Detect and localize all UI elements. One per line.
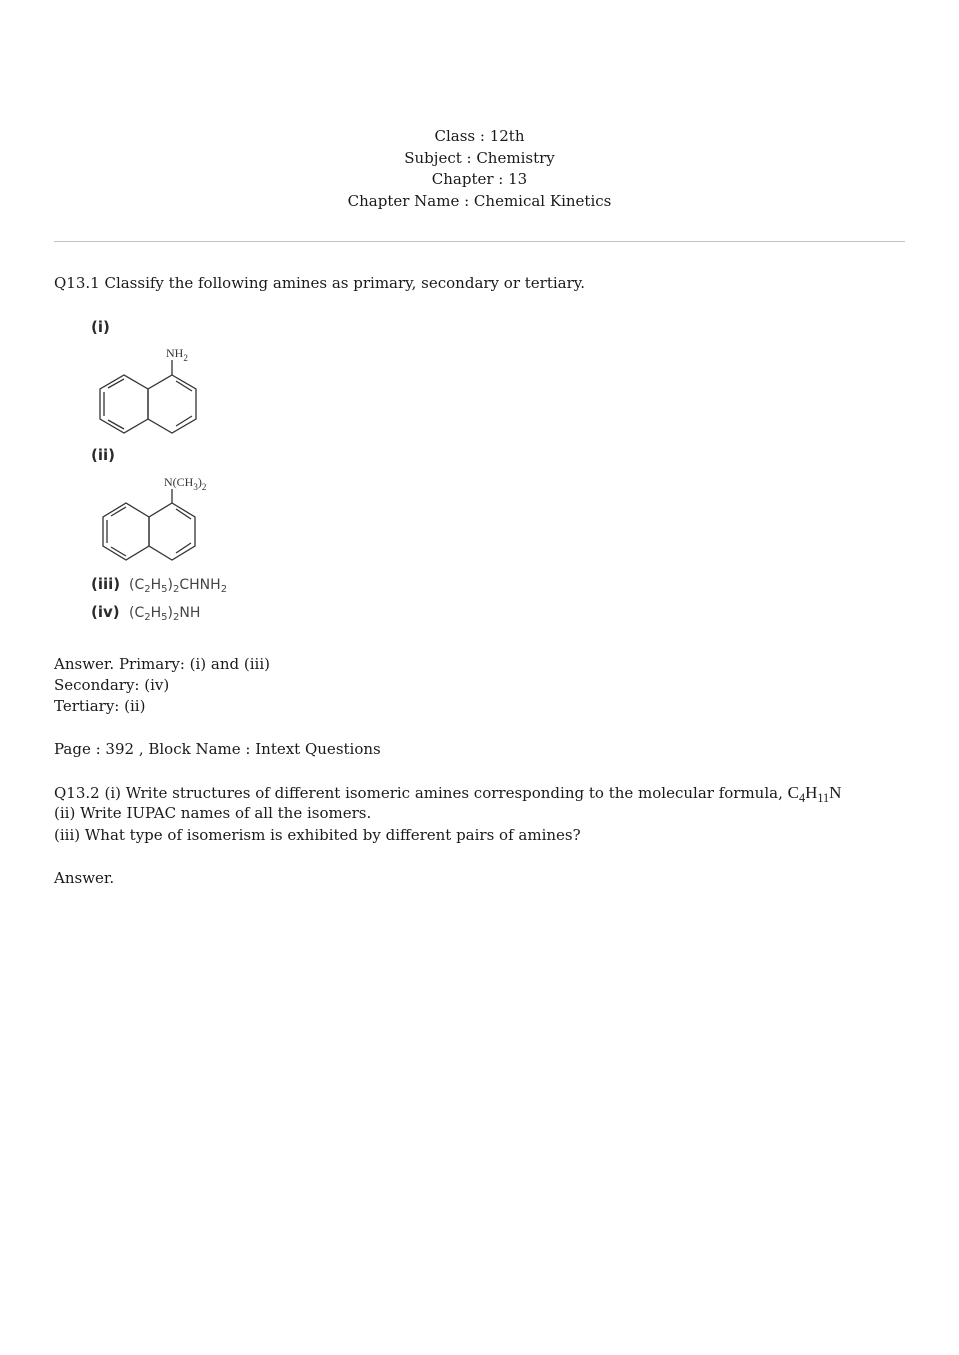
amine-structures-figure: [88, 312, 268, 627]
molecular-formula: $C_4H_{11}N$: [787, 783, 842, 806]
question-13-2-part-i: [54, 782, 841, 806]
substituent-nh2: $NH_2$: [166, 346, 188, 363]
question-13-2-part-ii: (ii) Write IUPAC names of all the isomers.: [54, 804, 372, 822]
document-header: [0, 126, 959, 212]
naphthalene-ring-i: [100, 360, 196, 433]
page-block-info: Page : 392 , Block Name : Intext Questions: [54, 740, 381, 758]
answer-13-2: Answer.: [54, 869, 115, 887]
question-13-2-text: Q13.2 (i) Write structures of different isomeric amines corresponding to the molecular formula,: [54, 784, 788, 802]
class-line: Class : 12th: [434, 127, 525, 145]
label-i: (i): [91, 318, 110, 336]
question-13-2-part-iii: (iii) What type of isomerism is exhibited by different pairs of amines?: [54, 826, 581, 844]
label-iv: (iv): [91, 603, 120, 621]
substituent-dimethylamino: $N(CH_3)_2$: [164, 475, 207, 492]
naphthalene-ring-ii: [103, 489, 195, 560]
label-iii: (iii): [91, 575, 121, 593]
formula-iii: $(C_2H_5)_2CHNH_2$: [129, 577, 228, 595]
amine-structures-svg: [88, 312, 268, 627]
label-ii: (ii): [91, 446, 115, 464]
chapter-name-line: Chapter Name : Chemical Kinetics: [347, 191, 612, 210]
question-13-1: Q13.1 Classify the following amines as primary, secondary or tertiary.: [54, 274, 586, 292]
answer-13-1-secondary: Secondary: (iv): [54, 676, 170, 694]
header-divider: [54, 241, 905, 242]
answer-13-1-tertiary: Tertiary: (ii): [54, 697, 146, 715]
answer-13-1-primary: Answer. Primary: (i) and (iii): [54, 655, 270, 673]
chapter-line: Chapter : 13: [431, 170, 528, 188]
formula-iv: $(C_2H_5)_2NH$: [129, 605, 201, 623]
subject-line: Subject : Chemistry: [404, 148, 555, 167]
